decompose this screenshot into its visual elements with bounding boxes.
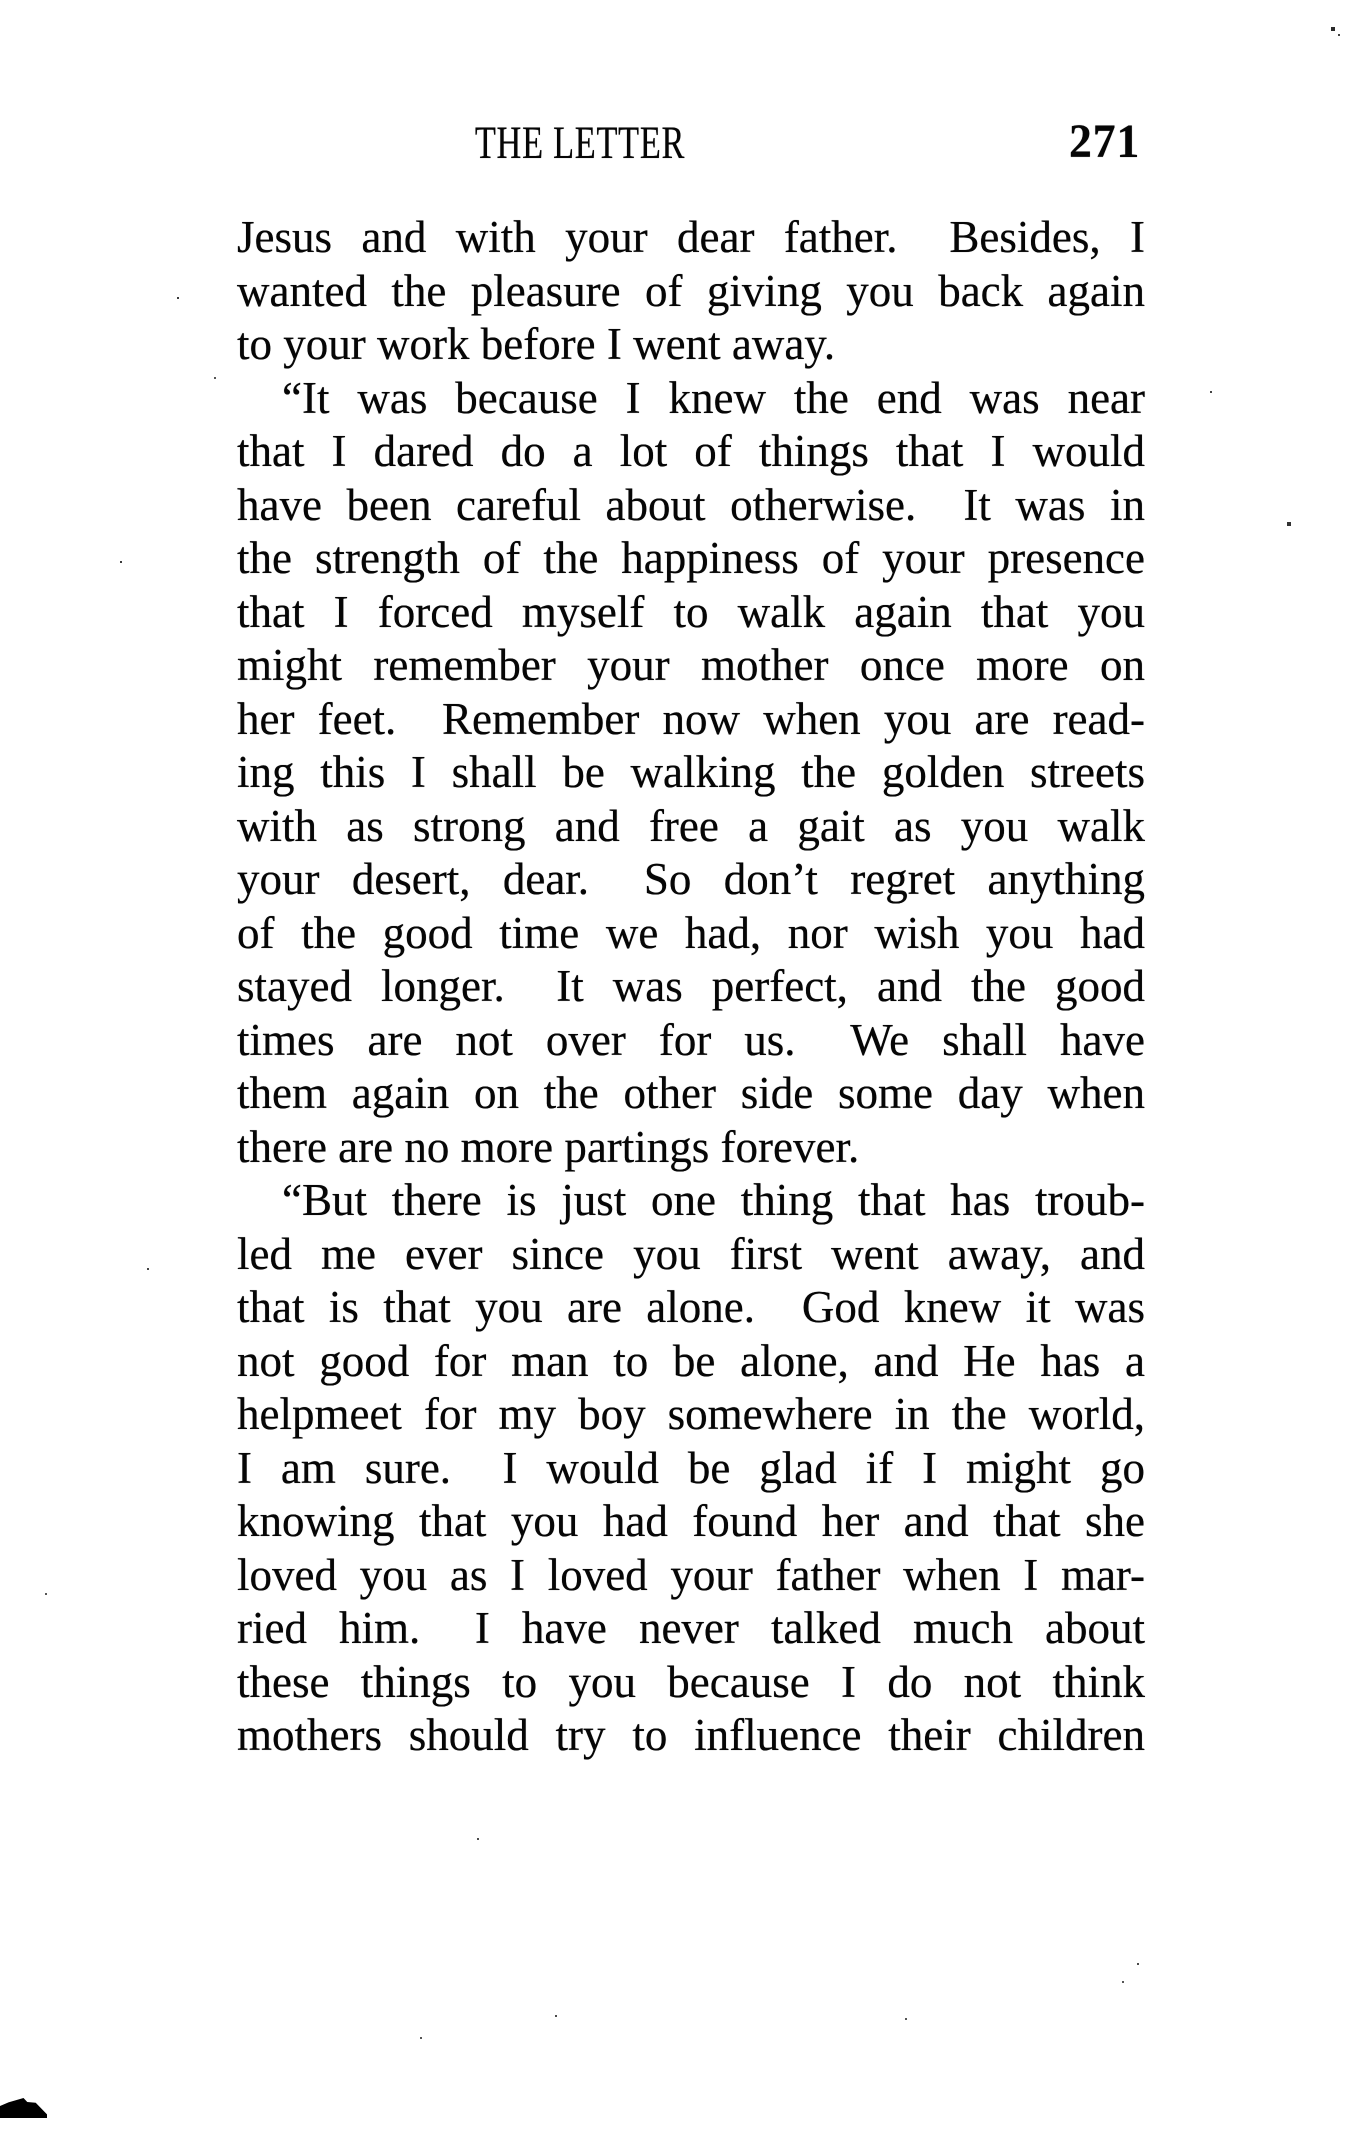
page-number: 271 <box>1069 115 1141 168</box>
text-line: loved you as I loved your father when I mar- <box>237 1549 1145 1600</box>
text-line: them again on the other side some day when <box>237 1068 1145 1118</box>
text-line: these things to you because I do not think <box>237 1656 1145 1707</box>
text-line: that is that you are alone. God knew it was <box>237 1282 1145 1332</box>
text-line: “But there is just one thing that has troub- <box>282 1175 1145 1225</box>
text-line: mothers should try to influence their children <box>237 1710 1145 1760</box>
text-line: with as strong and free a gait as you walk <box>237 800 1145 851</box>
text-line: there are no more partings forever. <box>237 1121 860 1172</box>
running-head-title: THE LETTER <box>474 117 686 169</box>
text-line: ried him. I have never talked much about <box>237 1603 1145 1653</box>
text-line: “It was because I knew the end was near <box>282 372 1145 423</box>
text-line: to your work before I went away. <box>237 319 836 369</box>
text-line: ing this I shall be walking the golden streets <box>237 747 1145 797</box>
text-line: might remember your mother once more on <box>237 640 1145 690</box>
text-line: knowing that you had found her and that she <box>237 1496 1145 1546</box>
text-line: the strength of the happiness of your presence <box>237 533 1145 583</box>
scan-smudge-bottom-left <box>0 2098 47 2118</box>
page-text-block <box>237 211 1145 1763</box>
text-line: that I forced myself to walk again that you <box>237 586 1145 637</box>
scan-speckles <box>0 0 2 2</box>
text-line: times are not over for us. We shall have <box>237 1014 1145 1065</box>
text-line: helpmeet for my boy somewhere in the world, <box>237 1389 1145 1439</box>
text-line: led me ever since you first went away, and <box>237 1228 1145 1279</box>
text-line: I am sure. I would be glad if I might go <box>237 1442 1145 1493</box>
text-line: not good for man to be alone, and He has a <box>237 1335 1145 1386</box>
text-line: wanted the pleasure of giving you back again <box>237 265 1145 316</box>
text-line: that I dared do a lot of things that I would <box>237 426 1145 476</box>
text-line: stayed longer. It was perfect, and the good <box>237 961 1145 1011</box>
text-line: her feet. Remember now when you are read- <box>237 693 1145 744</box>
text-line: of the good time we had, nor wish you had <box>237 907 1145 958</box>
text-line: Jesus and with your dear father. Besides, I <box>237 212 1145 262</box>
text-line: your desert, dear. So don’t regret anything <box>237 854 1145 904</box>
text-line: have been careful about otherwise. It was in <box>237 479 1145 530</box>
